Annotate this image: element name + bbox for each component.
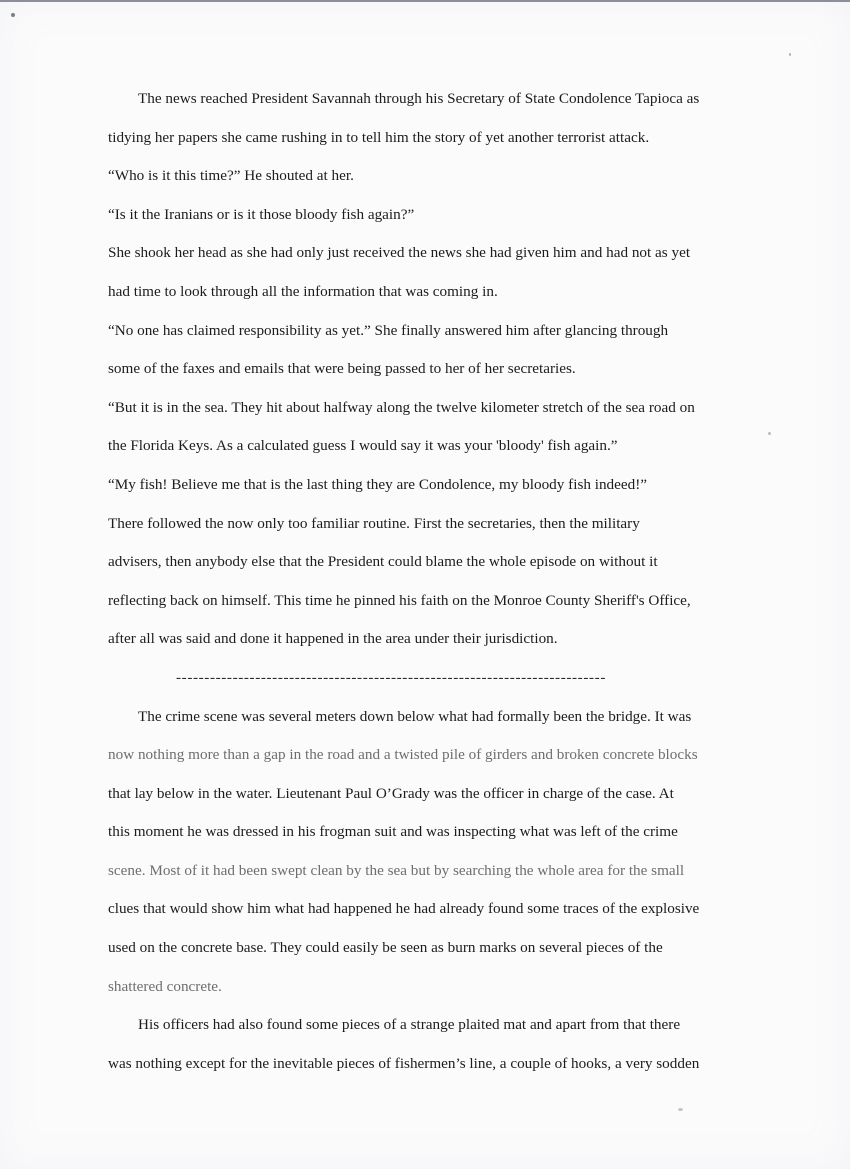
text-line: advisers, then anybody else that the President could blame the whole episode on without it: [108, 553, 658, 571]
text-line: The crime scene was several meters down below what had formally been the bridge. It was: [138, 707, 692, 725]
document-body: [108, 80, 763, 1083]
text-line: The news reached President Savannah through his Secretary of State Condolence Tapioca as: [138, 90, 700, 107]
text-line: There followed the now only too familiar routine. First the secretaries, then the military: [108, 514, 640, 532]
text-line: “Is it the Iranians or is it those bloody fish again?”: [108, 205, 415, 223]
text-line: clues that would show him what had happened he had already found some traces of the explosive: [108, 900, 700, 918]
scan-speck: [11, 13, 15, 17]
text-line: She shook her head as she had only just received the news she had given him and had not as yet: [108, 244, 691, 262]
scan-speck: [678, 1108, 683, 1111]
text-line: “But it is in the sea. They hit about halfway along the twelve kilometer stretch of the sea road on: [108, 398, 695, 416]
text-line: “No one has claimed responsibility as yet.” She finally answered him after glancing through: [108, 321, 669, 339]
text-line: the Florida Keys. As a calculated guess I would say it was your 'bloody' fish again.”: [108, 437, 618, 455]
text-line: reflecting back on himself. This time he pinned his faith on the Monroe County Sheriff's Office,: [108, 591, 691, 609]
scan-speck: [768, 432, 771, 435]
text-line: shattered concrete.: [108, 977, 222, 995]
text-line: “My fish! Believe me that is the last thing they are Condolence, my bloody fish indeed!”: [108, 475, 648, 493]
text-line: “Who is it this time?” He shouted at her.: [108, 167, 354, 185]
text-line: tidying her papers she came rushing in to tell him the story of yet another terrorist attack.: [108, 128, 650, 146]
text-line: now nothing more than a gap in the road and a twisted pile of girders and broken concrete blocks: [108, 746, 698, 764]
text-line: had time to look through all the information that was coming in.: [108, 282, 498, 300]
text-line: was nothing except for the inevitable pieces of fishermen’s line, a couple of hooks, a very sodden: [108, 1054, 700, 1072]
text-line: used on the concrete base. They could easily be seen as burn marks on several pieces of the: [108, 939, 663, 957]
text-line: this moment he was dressed in his frogman suit and was inspecting what was left of the crime: [108, 823, 678, 841]
scan-top-edge: [0, 0, 850, 2]
text-line: scene. Most of it had been swept clean by the sea but by searching the whole area for the small: [108, 861, 685, 879]
text-line: some of the faxes and emails that were being passed to her of her secretaries.: [108, 360, 576, 378]
scan-speck: [789, 53, 791, 56]
text-line: after all was said and done it happened in the area under their jurisdiction.: [108, 630, 558, 648]
text-line: that lay below in the water. Lieutenant Paul O’Grady was the officer in charge of the case. At: [108, 784, 674, 802]
section-separator: ----------------------------------------------------------------------------: [176, 668, 606, 686]
text-line: His officers had also found some pieces of a strange plaited mat and apart from that there: [138, 1016, 681, 1034]
